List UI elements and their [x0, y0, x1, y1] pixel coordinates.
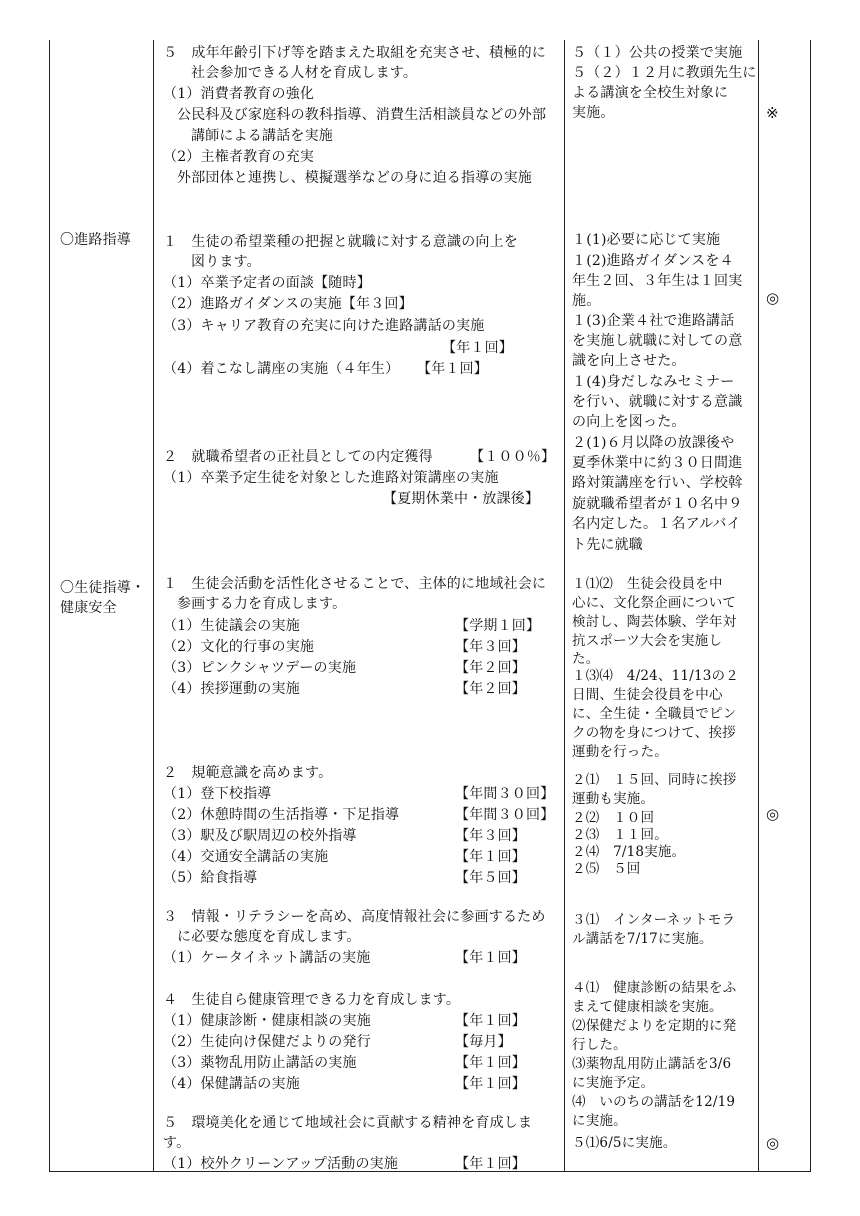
plan-item: （2）生徒向け保健だよりの発行: [163, 1034, 371, 1050]
result-line: に、全生徒・全職員でピン: [572, 706, 737, 722]
plan-item: （4）保健講話の実施: [163, 1076, 300, 1092]
result-line: ト先に就職: [572, 537, 643, 553]
result-line: ２⑵ １０回: [572, 810, 655, 826]
plan-frequency: 【年１回】: [455, 849, 526, 865]
result-line: ３⑴ インターネットモラ: [572, 912, 736, 928]
result-line: の向上を図った。: [572, 414, 686, 430]
result-line: に実施。: [572, 1113, 627, 1129]
plan-target: 【１００％】: [470, 449, 556, 465]
plan-frequency: 【毎月】: [455, 1034, 512, 1050]
plan-item: （1）生徒議会の実施: [163, 618, 300, 634]
plan-heading: ５ 環境美化を通じて地域社会に貢献する精神を育成しま: [163, 1115, 533, 1131]
plan-frequency: 【年２回】: [455, 681, 526, 697]
plan-frequency: 【年１回】: [455, 950, 526, 966]
result-line: クの物を身につけて、挨拶: [572, 725, 736, 741]
result-line: 心に、文化祭企画について: [572, 595, 737, 611]
plan-frequency: 【年１回】: [455, 1076, 526, 1092]
result-line: ⑶薬物乱用防止講話を3/6: [572, 1056, 732, 1072]
result-line: ５（１）公共の授業で実施: [572, 45, 743, 61]
plan-heading: １ 生徒の希望業種の把握と就職に対する意識の向上を: [163, 234, 518, 250]
result-line: 旋就職希望者が１０名中９: [572, 496, 743, 512]
plan-item: （2）進路ガイダンスの実施【年３回】: [163, 296, 413, 312]
result-line: 実施。: [572, 105, 615, 121]
result-line: ２⑸ ５回: [572, 861, 641, 877]
plan-item: （1）消費者教育の強化: [163, 86, 315, 102]
plan-item: （3）キャリア教育の充実に向けた進路講話の実施: [163, 318, 485, 334]
result-line: 施。: [572, 293, 601, 309]
result-line: 識を向上させた。: [572, 353, 686, 369]
result-line: ５（２）１２月に教頭先生に: [572, 65, 757, 81]
plan-item: （4）交通安全講話の実施: [163, 849, 329, 865]
result-line: １⑴⑵ 生徒会役員を中: [572, 576, 723, 592]
plan-item: （2）休憩時間の生活指導・下足指導: [163, 807, 400, 823]
plan-heading: 図ります。: [191, 254, 261, 270]
result-line: を行い、就職に対する意識: [572, 394, 743, 410]
result-line: 名内定した。１名アルバイ: [572, 516, 741, 532]
result-line: まえて健康相談を実施。: [572, 999, 723, 1015]
result-line: 運動も実施。: [572, 791, 655, 807]
plan-item: （4）着こなし講座の実施（４年生）: [163, 361, 400, 377]
plan-frequency: 【年１回】: [442, 340, 513, 356]
plan-heading: １ 生徒会活動を活性化させることで、主体的に地域社会に: [163, 576, 547, 592]
plan-frequency: 【年２回】: [455, 660, 526, 676]
plan-item: （1）卒業予定生徒を対象とした進路対策講座の実施: [163, 470, 499, 486]
result-line: 年生２回、３年生は１回実: [572, 273, 743, 289]
result-line: ⑵保健だよりを定期的に発: [572, 1018, 737, 1034]
plan-item-detail: 外部団体と連携し、模擬選挙などの身に迫る指導の実施: [177, 170, 532, 186]
result-line: ２(1)６月以降の放課後や: [572, 435, 735, 451]
evaluation-mark: ◎: [766, 289, 780, 307]
table-divider-2: [564, 40, 565, 1172]
result-line: ４⑴ 健康診断の結果をふ: [572, 980, 737, 996]
plan-frequency: 【年１回】: [455, 1156, 526, 1172]
evaluation-mark: ◎: [766, 1134, 780, 1152]
result-line: 行した。: [572, 1037, 627, 1053]
result-line: 抗スポーツ大会を実施し: [572, 633, 723, 649]
plan-item: （3）駅及び駅周辺の校外指導: [163, 828, 357, 844]
table-border-left: [49, 40, 50, 1172]
plan-frequency: 【年１回】: [455, 1055, 526, 1071]
plan-frequency: 【年３回】: [455, 639, 526, 655]
result-line: １⑶⑷ 4/24、11/13の２: [572, 668, 739, 684]
result-line: １(4)身だしなみセミナー: [572, 374, 735, 390]
result-line: ２⑷ 7/18実施。: [572, 844, 686, 860]
plan-frequency: 【年１回】: [417, 361, 488, 377]
result-line: を実施し就職に対しての意: [572, 333, 743, 349]
result-line: １(1)必要に応じて実施: [572, 232, 721, 248]
plan-heading: ３ 情報・リテラシーを高め、高度情報社会に参画するため: [163, 909, 546, 925]
result-line: ２⑶ １１回。: [572, 827, 668, 843]
plan-item: （1）健康診断・健康相談の実施: [163, 1013, 371, 1029]
category-career-guidance: 〇進路指導: [60, 232, 131, 248]
plan-heading: に必要な態度を育成します。: [177, 929, 361, 945]
result-line: ル講話を7/17に実施。: [572, 931, 713, 947]
result-line: 路対策講座を行い、学校斡: [572, 475, 743, 491]
result-line: た。: [572, 651, 600, 667]
plan-frequency: 【年３回】: [455, 828, 526, 844]
plan-heading: ４ 生徒自ら健康管理できる力を育成します。: [163, 992, 461, 1008]
plan-frequency: 【学期１回】: [455, 618, 541, 634]
plan-frequency: 【年５回】: [455, 870, 526, 886]
plan-item: （1）登下校指導: [163, 786, 272, 802]
plan-item: （3）ピンクシャツデーの実施: [163, 660, 357, 676]
result-line: に実施予定。: [572, 1075, 655, 1091]
plan-item: （2）文化的行事の実施: [163, 639, 315, 655]
result-line: 検討し、陶芸体験、学年対: [572, 614, 737, 630]
result-line: ５⑴6/5に実施。: [572, 1135, 677, 1151]
plan-item: （2）主権者教育の充実: [163, 149, 315, 165]
plan-item-detail: 講師による講話を実施: [191, 128, 333, 144]
result-line: １(3)企業４社で進路講話: [572, 313, 735, 329]
plan-item: （4）挨拶運動の実施: [163, 681, 300, 697]
result-line: ⑷ いのちの講話を12/19: [572, 1094, 736, 1110]
plan-heading: 参画する力を育成します。: [177, 596, 347, 612]
result-line: ２⑴ １５回、同時に挨拶: [572, 772, 737, 788]
evaluation-mark: ◎: [766, 805, 780, 823]
plan-item-detail: 公民科及び家庭科の教科指導、消費生活相談員などの外部: [177, 107, 547, 123]
table-divider-3: [758, 40, 759, 1172]
plan-heading: す。: [163, 1135, 191, 1151]
result-line: 日間、生徒会役員を中心: [572, 687, 723, 703]
plan-item: （3）薬物乱用防止講話の実施: [163, 1055, 357, 1071]
table-divider-1: [153, 40, 154, 1172]
category-health-safety: 健康安全: [60, 600, 117, 616]
result-line: 運動を行った。: [572, 744, 668, 760]
result-line: 夏季休業中に約３０日間進: [572, 455, 743, 471]
plan-heading: 社会参加できる人材を育成します。: [191, 65, 418, 81]
evaluation-mark: ※: [766, 104, 779, 122]
plan-heading: ２ 規範意識を高めます。: [163, 765, 333, 781]
plan-item: （1）卒業予定者の面談【随時】: [163, 275, 371, 291]
plan-heading: ５ 成年年齢引下げ等を踏まえた取組を充実させ、積極的に: [163, 45, 546, 61]
plan-frequency: 【夏期休業中・放課後】: [383, 491, 540, 507]
result-line: よる講演を全校生対象に: [572, 85, 729, 101]
table-border-right: [810, 40, 811, 1172]
plan-item: （5）給食指導: [163, 870, 258, 886]
result-line: １(2)進路ガイダンスを４: [572, 253, 734, 269]
plan-frequency: 【年間３０回】: [455, 786, 555, 802]
plan-item: （1）ケータイネット講話の実施: [163, 950, 371, 966]
plan-frequency: 【年１回】: [455, 1013, 526, 1029]
plan-frequency: 【年間３０回】: [455, 807, 555, 823]
plan-item: （1）校外クリーンアップ活動の実施: [163, 1156, 399, 1172]
plan-heading: ２ 就職希望者の正社員としての内定獲得: [163, 449, 433, 465]
category-student-guidance: 〇生徒指導・: [60, 580, 146, 596]
